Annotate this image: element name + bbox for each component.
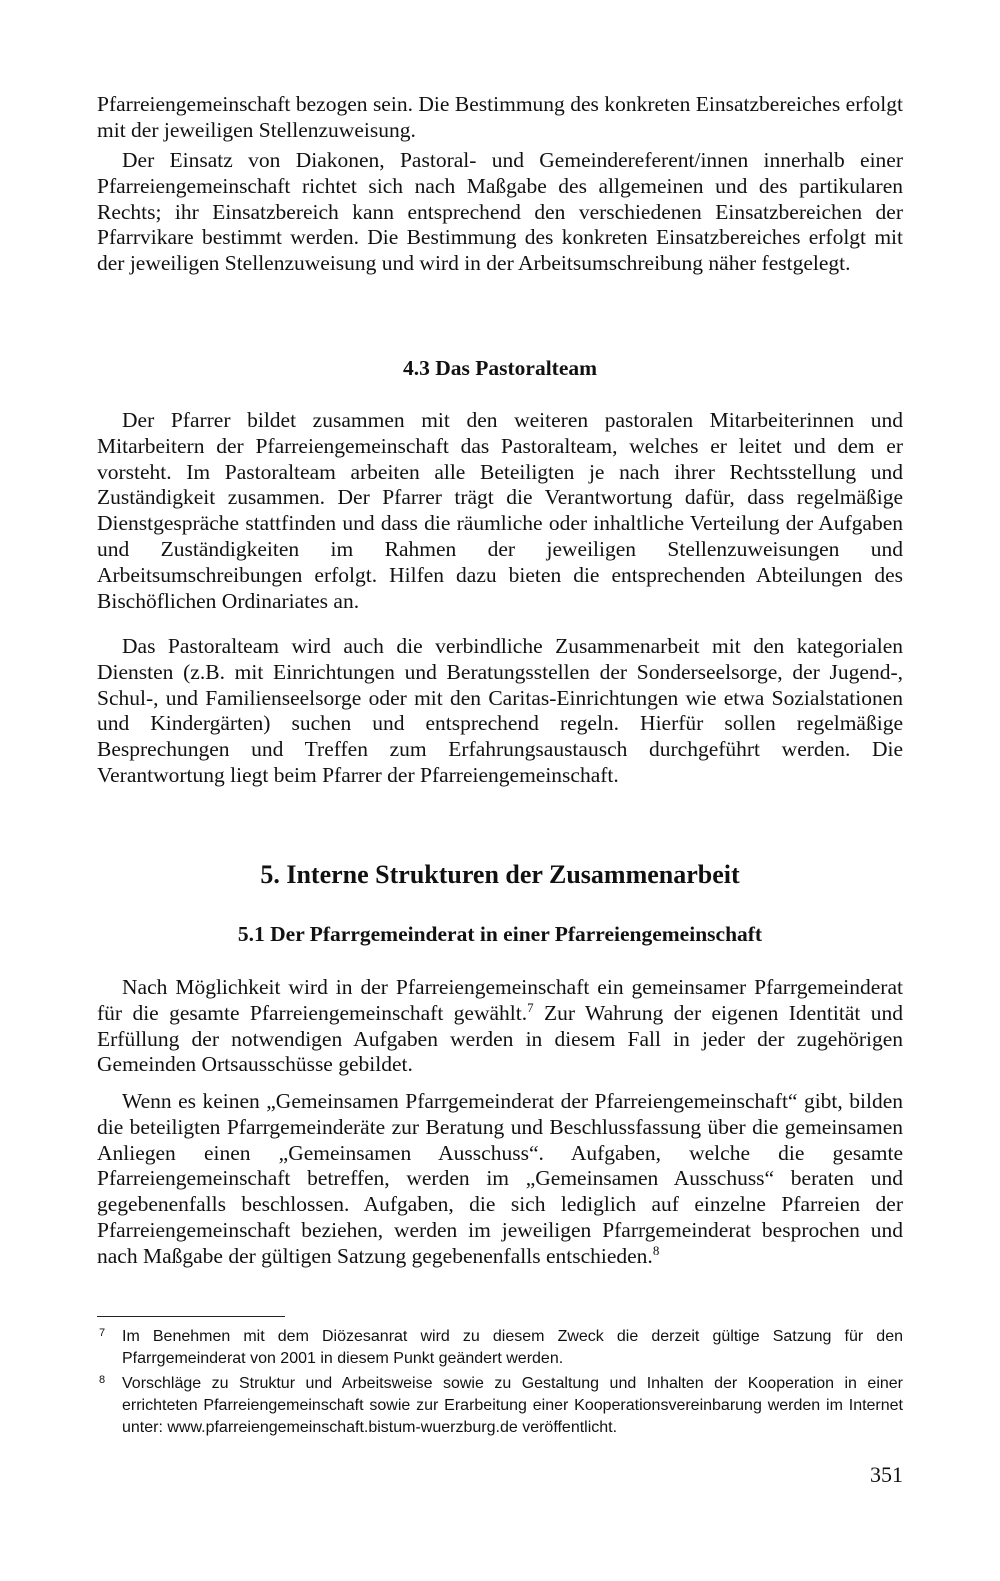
footnote-text: Vorschläge zu Struktur und Arbeitsweise sowie zu Gestaltung und Inhalten der Kooperation in einer errichteten Pfarreiengemeinschaft sowie zur Erarbeitung einer Kooperationsvereinbarung werden im Internet unter: www.pfarreiengemeinschaft.bistum-wuerzburg.de veröffentlicht. — [122, 1375, 903, 1436]
footnotes — [97, 1326, 903, 1442]
footnote-number: 8 — [99, 1374, 106, 1386]
footnote-divider — [97, 1316, 285, 1317]
page-number: 351 — [870, 1462, 903, 1487]
paragraph-moeglichkeit — [97, 975, 903, 1078]
paragraph-moeglichkeit-part-a: Nach Möglichkeit wird in der Pfarreiengemeinschaft ein gemeinsamer Pfarrgemeinderat für die gesamte Pfarreiengemeinschaft gewählt. — [97, 975, 903, 1025]
chapter-heading-5: 5. Interne Strukturen der Zusammenarbeit — [260, 860, 740, 889]
paragraph-gemeinsamer-ausschuss — [97, 1089, 903, 1270]
paragraph-diakone: Der Einsatz von Diakonen, Pastoral- und Gemeindereferent/innen innerhalb einer Pfarreiengemeinschaft richtet sich nach Maßgabe des allgemeinen und des partikularen Rechts; ihr Einsatzbereich kann entsprechend den verschiedenen Einsatzbereichen der Pfarrvikare bestimmt werden. Die Bestimmung des konkreten Einsatzbereiches erfolgt mit der jeweiligen Stellenzuweisung und wird in der Arbeitsumschreibung näher festgelegt. — [97, 148, 903, 276]
paragraph-moeglichkeit-part-b: Zur Wahrung der eigenen Identität und Erfüllung der notwendigen Aufgaben werden in diesem Fall in jeder der zugehörigen Gemeinden Ortsausschüsse gebildet. — [97, 1000, 903, 1077]
paragraph-pfarrer: Der Pfarrer bildet zusammen mit den weiteren pastoralen Mitarbeiterinnen und Mitarbeitern der Pfarreiengemeinschaft das Pastoralteam, welches er leitet und dem er vorsteht. Im Pastoralteam arbeiten alle Beteiligten je nach ihrer Rechtsstellung und Zuständigkeit zusammen. Der Pfarrer trägt die Verantwortung dafür, dass regelmäßige Dienstgespräche stattfinden und dass die räumliche oder inhaltliche Verteilung der Aufgaben und Zuständigkeiten im Rahmen der jeweiligen Stellenzuweisungen und Arbeitsumschreibungen erfolgt. Hilfen dazu bieten die entsprechenden Abteilungen des Bischöflichen Ordinariates an. — [97, 408, 903, 613]
footnote-text: Im Benehmen mit dem Diözesanrat wird zu diesem Zweck die derzeit gültige Satzung für den Pfarrgemeinderat von 2001 in diesem Punkt geändert werden. — [122, 1328, 903, 1367]
paragraph-pastoralteam: Das Pastoralteam wird auch die verbindliche Zusammenarbeit mit den kategorialen Diensten (z.B. mit Einrichtungen und Beratungsstellen der Sonderseelsorge, der Jugend-, Schul-, und Familienseelsorge oder mit den Caritas-Einrichtungen wie etwa Sozialstationen und Kindergärten) suchen und entsprechend regeln. Hierfür sollen regelmäßige Besprechungen und Treffen zum Erfahrungsaustausch durchgeführt werden. Die Verantwortung liegt beim Pfarrer der Pfarreiengemeinschaft. — [97, 634, 903, 787]
paragraph-top: Pfarreiengemeinschaft bezogen sein. Die Bestimmung des konkreten Einsatzbereiches erfolgt mit der jeweiligen Stellenzuweisung. — [97, 92, 903, 142]
section-heading-4-3: 4.3 Das Pastoralteam — [402, 356, 598, 380]
footnote-number: 7 — [99, 1327, 106, 1339]
document-page — [97, 0, 903, 1581]
footnote-7 — [97, 1326, 903, 1370]
footnote-ref-8[interactable]: 8 — [652, 1242, 660, 1258]
footnote-8 — [97, 1373, 903, 1439]
footnote-ref-7[interactable]: 7 — [527, 999, 534, 1015]
section-heading-5-1: 5.1 Der Pfarrgemeinderat in einer Pfarreiengemeinschaft — [237, 922, 763, 946]
paragraph-wenn-text: Wenn es keinen „Gemeinsamen Pfarrgemeinderat der Pfarreiengemeinschaft“ gibt, bilden die beteiligten Pfarrgemeinderäte zur Beratung und Beschlussfassung über die gemeinsamen Anliegen einen „Gemeinsamen Ausschuss“. Aufgaben, welche die gesamte Pfarreiengemeinschaft betreffen, werden im „Gemeinsamen Ausschuss“ beraten und gegebenenfalls beschlossen. Aufgaben, die sich lediglich auf einzelne Pfarreien der Pfarreiengemeinschaft beziehen, werden im jeweiligen Pfarrgemeinderat besprochen und nach Maßgabe der gültigen Satzung gegebenenfalls entschieden. — [97, 1089, 903, 1268]
